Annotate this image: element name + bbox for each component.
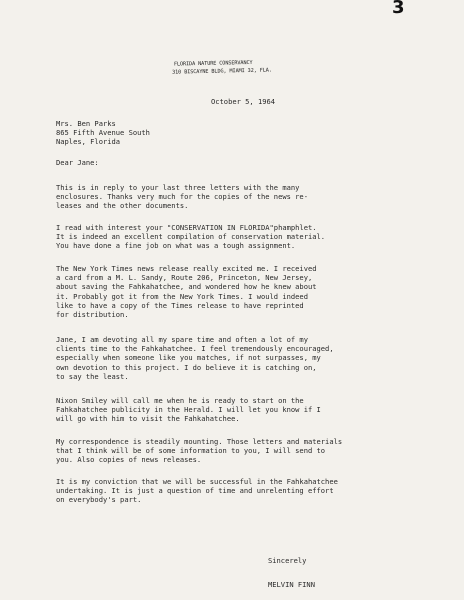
- paragraph-line: own devotion to this project. I do believe it is catching on,: [56, 362, 317, 372]
- paragraph-line: undertaking. It is just a question of time and unrelenting effort: [56, 486, 334, 496]
- paragraph-line: This is in reply to your last three letters with the many: [56, 183, 300, 192]
- body-paragraph: [56, 396, 456, 424]
- letter-date: October 5, 1964: [211, 97, 276, 106]
- paragraph-line: Fahkahatchee publicity in the Herald. I will let you know if I: [56, 405, 321, 415]
- signer-name: MELVIN FINN: [268, 580, 315, 589]
- paragraph-line: especially when someone like you matches, if not surpasses, my: [56, 353, 321, 363]
- paragraph-line: a card from a M. L. Sandy, Route 206, Princeton, New Jersey,: [56, 273, 313, 283]
- recipient-street: 865 Fifth Avenue South: [56, 128, 150, 138]
- paragraph-line: leases and the other documents.: [56, 201, 189, 211]
- salutation: Dear Jane:: [56, 158, 99, 167]
- recipient-city: Naples, Florida: [56, 137, 121, 147]
- recipient-name: Mrs. Ben Parks: [56, 119, 116, 128]
- paragraph-line: I read with interest your "CONSERVATION IN FLORIDA"phamphlet.: [56, 223, 317, 232]
- letterhead-org: FLORIDA NATURE CONSERVANCY: [173, 59, 253, 68]
- body-paragraph: [56, 477, 456, 505]
- paragraph-line: Jane, I am devoting all my spare time and often a lot of my: [56, 335, 308, 344]
- paragraph-line: you. Also copies of news releases.: [56, 455, 202, 465]
- paragraph-line: It is indeed an excellent compilation of conservation material.: [56, 232, 326, 242]
- paragraph-line: that I think will be of some information to you, I will send to: [56, 446, 326, 456]
- paragraph-line: It is my conviction that we will be successful in the Fahkahatchee: [56, 477, 338, 486]
- body-paragraph: [56, 264, 456, 319]
- paragraph-line: will go with him to visit the Fahkahatchee.: [56, 414, 240, 424]
- body-paragraph: [56, 183, 456, 211]
- body-paragraph: [56, 335, 456, 381]
- recipient-address: [56, 119, 150, 147]
- paragraph-line: on everybody's part.: [56, 495, 142, 505]
- paragraph-line: The New York Times news release really excited me. I received: [56, 264, 317, 273]
- paragraph-line: My correspondence is steadily mounting. Those letters and materials: [56, 437, 343, 446]
- body-paragraph: [56, 223, 456, 251]
- paragraph-line: about saving the Fahkahatchee, and wondered how he knew about: [56, 282, 317, 292]
- letterhead-stamp: [172, 58, 322, 76]
- paragraph-line: for distribution.: [56, 309, 129, 319]
- letterhead-address: 310 BISCAYNE BLDG, MIAMI 32, FLA.: [172, 66, 272, 76]
- page-number-mark: 3: [392, 0, 405, 18]
- body-paragraph: [56, 437, 456, 465]
- paragraph-line: Nixon Smiley will call me when he is ready to start on the: [56, 396, 304, 405]
- paragraph-line: to say the least.: [56, 371, 129, 381]
- paragraph-line: enclosures. Thanks very much for the copies of the news re-: [56, 192, 308, 202]
- closing: Sincerely: [268, 556, 307, 565]
- paragraph-line: clients time to the Fahkahatchee. I feel tremendously encouraged,: [56, 344, 334, 354]
- paragraph-line: it. Probably got it from the New York Times. I would indeed: [56, 291, 308, 301]
- paragraph-line: like to have a copy of the Times release to have reprinted: [56, 300, 304, 310]
- paragraph-line: You have done a fine job on what was a tough assignment.: [56, 241, 296, 251]
